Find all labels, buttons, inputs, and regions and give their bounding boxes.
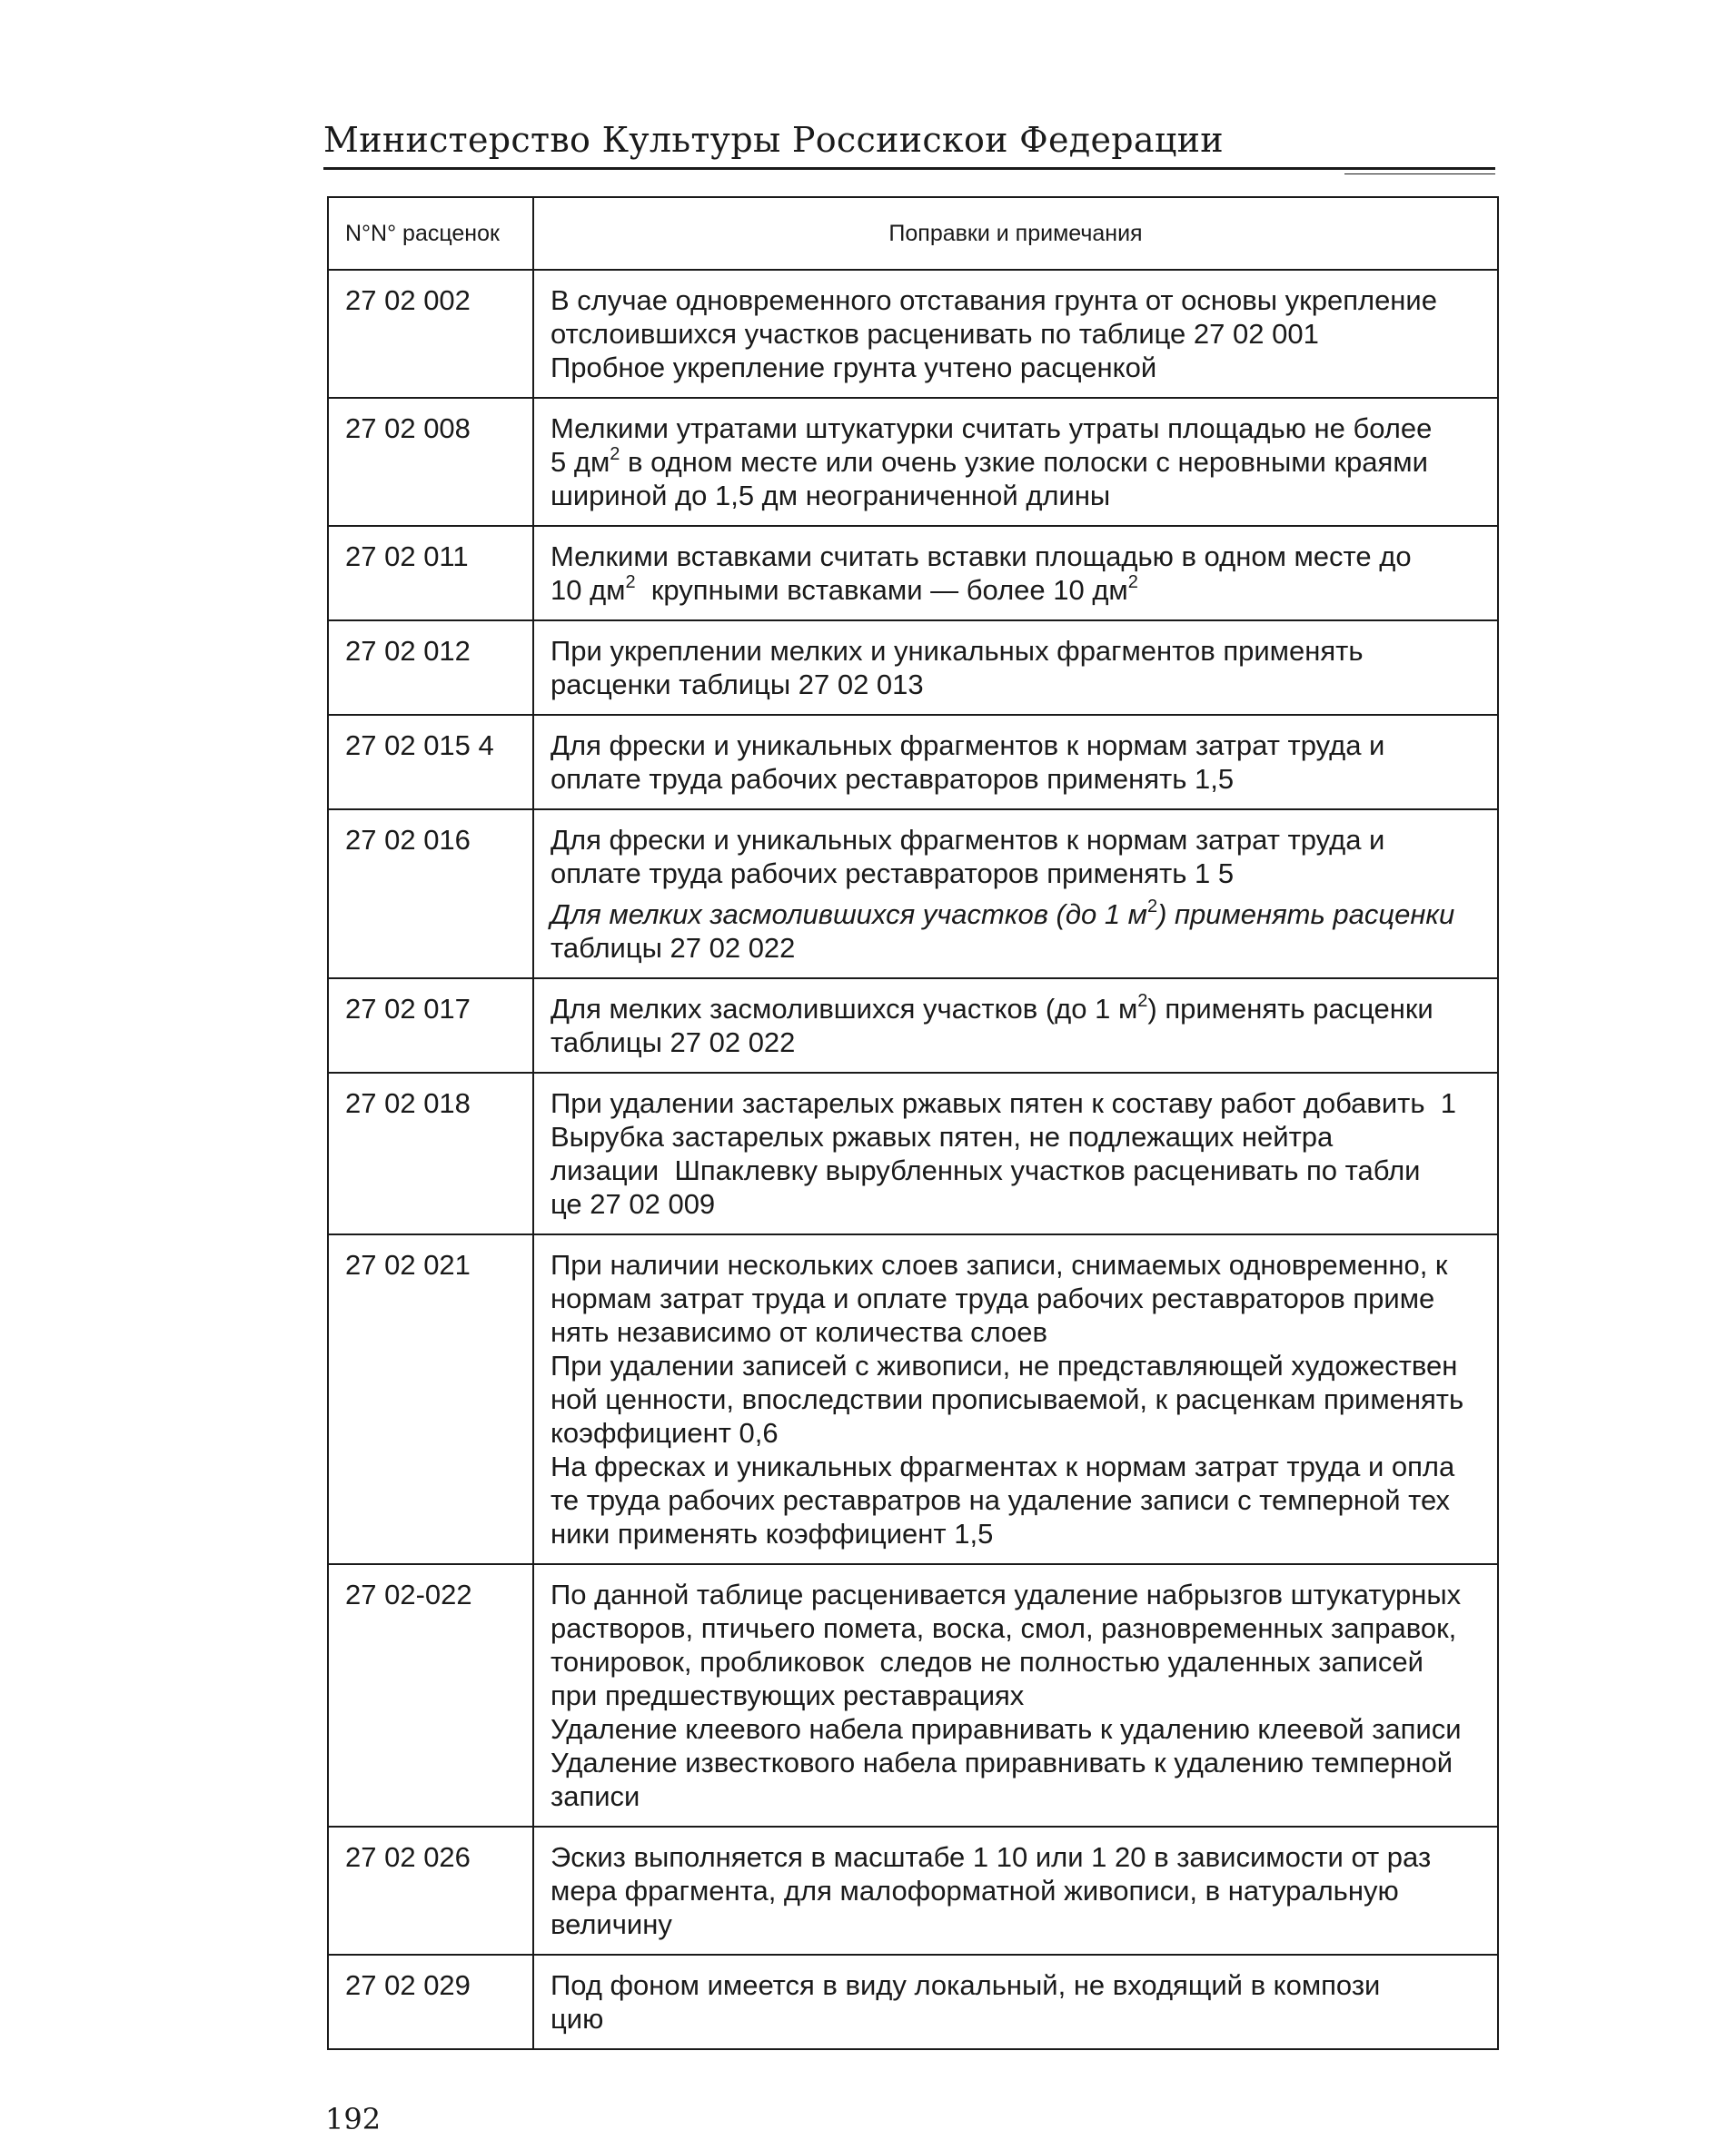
note-text: Для мелких засмолившихся участков (до 1 м	[551, 993, 1138, 1025]
rate-note	[533, 978, 1498, 1073]
note-line: При удалении записей с живописи, не представляющей художествен	[551, 1350, 1458, 1382]
table-row	[328, 978, 1498, 1073]
note-line: величину	[551, 1908, 672, 1940]
note-line: нормам затрат труда и оплате труда рабочих реставраторов приме	[551, 1283, 1435, 1314]
note-line: оплате труда рабочих реставраторов применять 1,5	[551, 763, 1235, 795]
table-row	[328, 715, 1498, 809]
note-text: 10 дм	[551, 574, 626, 606]
header-rule-secondary	[1344, 173, 1495, 174]
note-line: Пробное укрепление грунта учтено расценкой	[551, 352, 1157, 383]
rate-note	[533, 715, 1498, 809]
table-row	[328, 809, 1498, 978]
note-line: ной ценности, впоследствии прописываемой, к расценкам применять	[551, 1383, 1464, 1415]
note-line: Вырубка застарелых ржавых пятен, не подлежащих нейтра	[551, 1121, 1334, 1153]
table-row	[328, 398, 1498, 526]
rates-notes-table	[327, 196, 1499, 2050]
page-header-title: Министерство Культуры Россиискои Федерации	[323, 120, 1224, 160]
column-header-codes: N°N° расценок	[328, 197, 533, 270]
note-line: На фресках и уникальных фрагментах к нормам затрат труда и опла	[551, 1451, 1455, 1482]
rate-note	[533, 1564, 1498, 1827]
note-line: те труда рабочих реставратров на удаление записи с темперной тех	[551, 1484, 1451, 1516]
table-header-row	[328, 197, 1498, 270]
rate-code: 27 02 026	[328, 1827, 533, 1955]
superscript: 2	[1146, 897, 1158, 916]
note-text: Для мелких засмолившихся участков (до 1 м	[551, 898, 1147, 930]
rate-code: 27 02 012	[328, 620, 533, 715]
note-text: ) применять расценки	[1157, 898, 1455, 930]
table-row	[328, 620, 1498, 715]
rate-code: 27 02 008	[328, 398, 533, 526]
rate-note	[533, 526, 1498, 620]
table-row	[328, 270, 1498, 398]
note-line: таблицы 27 02 022	[551, 932, 796, 964]
table-row	[328, 1827, 1498, 1955]
rate-code: 27 02-022	[328, 1564, 533, 1827]
note-line: Для фрески и уникальных фрагментов к нормам затрат труда и	[551, 824, 1385, 856]
note-line: Удаление известкового набела приравнивать к удалению темперной	[551, 1747, 1453, 1778]
note-line: ники применять коэффициент 1,5	[551, 1518, 994, 1550]
superscript: 2	[1127, 572, 1138, 592]
table-row	[328, 1955, 1498, 2049]
note-line: мера фрагмента, для малоформатной живописи, в натуральную	[551, 1875, 1399, 1907]
note-line: коэффициент 0,6	[551, 1417, 779, 1449]
note-line: тонировок, пробликовок следов не полностью удаленных записей	[551, 1646, 1424, 1678]
note-line: расценки таблицы 27 02 013	[551, 669, 924, 700]
superscript: 2	[625, 572, 636, 592]
note-line: Для фрески и уникальных фрагментов к нормам затрат труда и	[551, 729, 1385, 761]
note-line: Удаление клеевого набела приравнивать к удалению клеевой записи	[551, 1713, 1462, 1745]
rate-note	[533, 270, 1498, 398]
note-line: лизации Шпаклевку вырубленных участков расценивать по табли	[551, 1154, 1421, 1186]
note-line	[551, 992, 1484, 1025]
superscript: 2	[1137, 991, 1148, 1011]
note-text: в одном месте или очень узкие полоски с неровными краями	[620, 446, 1428, 478]
note-line: По данной таблице расценивается удаление набрызгов штукатурных	[551, 1579, 1462, 1610]
superscript: 2	[610, 444, 620, 464]
table-row	[328, 1564, 1498, 1827]
note-line: При удалении застарелых ржавых пятен к составу работ добавить 1	[551, 1087, 1456, 1119]
rate-note	[533, 620, 1498, 715]
note-line: отслоившихся участков расценивать по таблице 27 02 001	[551, 318, 1319, 350]
note-line: Мелкими утратами штукатурки считать утраты площадью не более	[551, 412, 1433, 444]
note-line: Эскиз выполняется в масштабе 1 10 или 1 20 в зависимости от раз	[551, 1841, 1432, 1873]
note-line: При наличии нескольких слоев записи, снимаемых одновременно, к	[551, 1249, 1448, 1281]
note-line: шириной до 1,5 дм неограниченной длины	[551, 480, 1111, 511]
rate-note	[533, 1234, 1498, 1564]
note-line: оплате труда рабочих реставраторов применять 1 5	[551, 857, 1235, 889]
note-line: нять независимо от количества слоев	[551, 1316, 1047, 1348]
note-line: Под фоном имеется в виду локальный, не входящий в компози	[551, 1969, 1381, 2001]
rate-code: 27 02 029	[328, 1955, 533, 2049]
rate-note	[533, 1827, 1498, 1955]
rate-note	[533, 1073, 1498, 1234]
note-text: 5 дм	[551, 446, 610, 478]
note-line	[551, 573, 1484, 607]
note-line: таблицы 27 02 022	[551, 1026, 796, 1058]
note-text: крупными вставками — более 10 дм	[635, 574, 1128, 606]
note-line: записи	[551, 1780, 640, 1812]
rate-code: 27 02 015 4	[328, 715, 533, 809]
note-line: Мелкими вставками считать вставки площадью в одном месте до	[551, 540, 1412, 572]
table-row	[328, 526, 1498, 620]
rate-note	[533, 1955, 1498, 2049]
column-header-notes: Поправки и примечания	[533, 197, 1498, 270]
table-row	[328, 1234, 1498, 1564]
rate-note	[533, 809, 1498, 978]
note-line	[551, 897, 1484, 931]
note-line	[551, 445, 1484, 479]
note-line: В случае одновременного отставания грунта от основы укрепление	[551, 284, 1437, 316]
note-line: При укреплении мелких и уникальных фрагментов применять	[551, 635, 1364, 667]
rate-note	[533, 398, 1498, 526]
rate-code: 27 02 018	[328, 1073, 533, 1234]
rate-code: 27 02 011	[328, 526, 533, 620]
table-row	[328, 1073, 1498, 1234]
rate-code: 27 02 017	[328, 978, 533, 1073]
note-line: це 27 02 009	[551, 1188, 716, 1220]
rate-code: 27 02 016	[328, 809, 533, 978]
page-number: 192	[325, 2102, 382, 2136]
note-line: при предшествующих реставрациях	[551, 1679, 1025, 1711]
header-rule	[323, 167, 1495, 170]
rate-code: 27 02 002	[328, 270, 533, 398]
rate-code: 27 02 021	[328, 1234, 533, 1564]
note-line: цию	[551, 2003, 604, 2035]
note-line: растворов, птичьего помета, воска, смол, разновременных заправок,	[551, 1612, 1457, 1644]
note-text: ) применять расценки	[1147, 993, 1433, 1025]
